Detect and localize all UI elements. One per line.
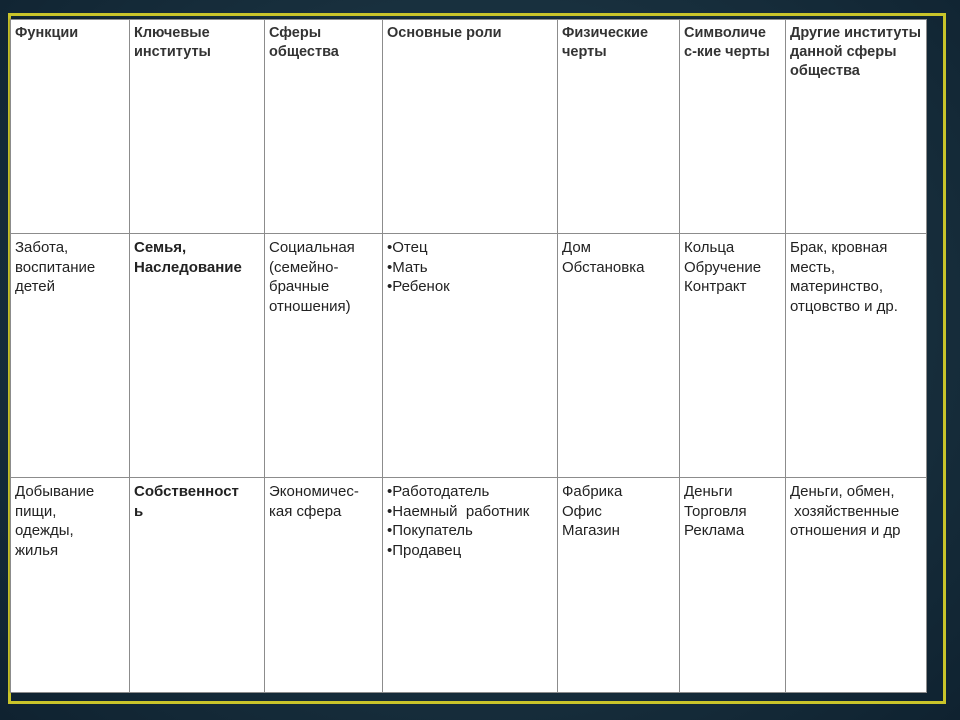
cell-physical bbox=[558, 478, 680, 693]
cell-other bbox=[786, 234, 927, 478]
table-row bbox=[11, 234, 927, 478]
cell-line: (семейно- bbox=[269, 258, 339, 276]
cell-line: Кольца bbox=[684, 239, 735, 256]
role-item: • Работодатель bbox=[387, 482, 553, 502]
role-item: • Ребенок bbox=[387, 277, 553, 297]
cell-line: отцовство и др. bbox=[790, 297, 898, 315]
cell-line: Семья, bbox=[134, 239, 187, 256]
role-item: • Продавец bbox=[387, 541, 553, 561]
cell-line: Офис bbox=[562, 502, 602, 520]
cell-line: ь bbox=[134, 502, 144, 520]
header-symbolic-traits: Символиче с-кие черты bbox=[680, 20, 786, 234]
cell-line: Обстановка bbox=[562, 258, 645, 276]
cell-line: воспитание bbox=[15, 258, 96, 276]
cell-institutes bbox=[130, 478, 265, 693]
header-key-institutes: Ключевые институты bbox=[130, 20, 265, 234]
table-header-row bbox=[11, 20, 927, 234]
cell-line: Наследование bbox=[134, 258, 242, 276]
cell-line: Торговля bbox=[684, 502, 747, 520]
header-functions: Функции bbox=[11, 20, 130, 234]
cell-spheres bbox=[265, 234, 383, 478]
cell-functions bbox=[11, 478, 130, 693]
cell-roles bbox=[383, 478, 558, 693]
cell-line: Контракт bbox=[684, 278, 747, 295]
cell-line: Забота, bbox=[15, 239, 69, 256]
cell-line: месть, bbox=[790, 258, 836, 276]
cell-line: Экономичес- bbox=[269, 483, 359, 500]
cell-line: отношения и др bbox=[790, 522, 901, 539]
cell-line: Дом bbox=[562, 239, 591, 256]
cell-line: Деньги bbox=[684, 483, 733, 500]
role-item: • Отец bbox=[387, 238, 553, 258]
cell-line: Деньги, обмен, bbox=[790, 483, 895, 500]
header-main-roles: Основные роли bbox=[383, 20, 558, 234]
header-physical-traits: Физические черты bbox=[558, 20, 680, 234]
cell-line: отношения) bbox=[269, 297, 351, 315]
cell-line: Добывание bbox=[15, 483, 95, 500]
cell-line: Собственност bbox=[134, 483, 239, 500]
cell-roles bbox=[383, 234, 558, 478]
header-other-institutes: Другие институты данной сферы общества bbox=[786, 20, 927, 234]
header-spheres: Сферы общества bbox=[265, 20, 383, 234]
cell-line: материнство, bbox=[790, 278, 884, 295]
role-item: • Мать bbox=[387, 258, 553, 278]
cell-other bbox=[786, 478, 927, 693]
table-sheet bbox=[10, 19, 926, 692]
cell-line: пищи, bbox=[15, 502, 57, 520]
cell-line: одежды, bbox=[15, 522, 74, 539]
cell-spheres bbox=[265, 478, 383, 693]
role-item: • Покупатель bbox=[387, 521, 553, 541]
cell-line: Реклама bbox=[684, 522, 745, 539]
cell-line: кая сфера bbox=[269, 502, 342, 520]
cell-symbolic bbox=[680, 478, 786, 693]
cell-line: Брак, кровная bbox=[790, 239, 888, 256]
cell-line: Социальная bbox=[269, 239, 355, 256]
cell-line: детей bbox=[15, 278, 56, 295]
cell-line: жилья bbox=[15, 541, 59, 559]
institutions-table bbox=[10, 19, 927, 693]
cell-symbolic bbox=[680, 234, 786, 478]
table-row bbox=[11, 478, 927, 693]
cell-physical bbox=[558, 234, 680, 478]
cell-line: хозяйственные bbox=[790, 502, 900, 520]
role-item: • Наемный работник bbox=[387, 502, 553, 522]
cell-line: Обручение bbox=[684, 258, 762, 276]
cell-institutes bbox=[130, 234, 265, 478]
cell-functions bbox=[11, 234, 130, 478]
cell-line: брачные bbox=[269, 278, 330, 295]
cell-line: Магазин bbox=[562, 522, 620, 539]
cell-line: Фабрика bbox=[562, 483, 623, 500]
